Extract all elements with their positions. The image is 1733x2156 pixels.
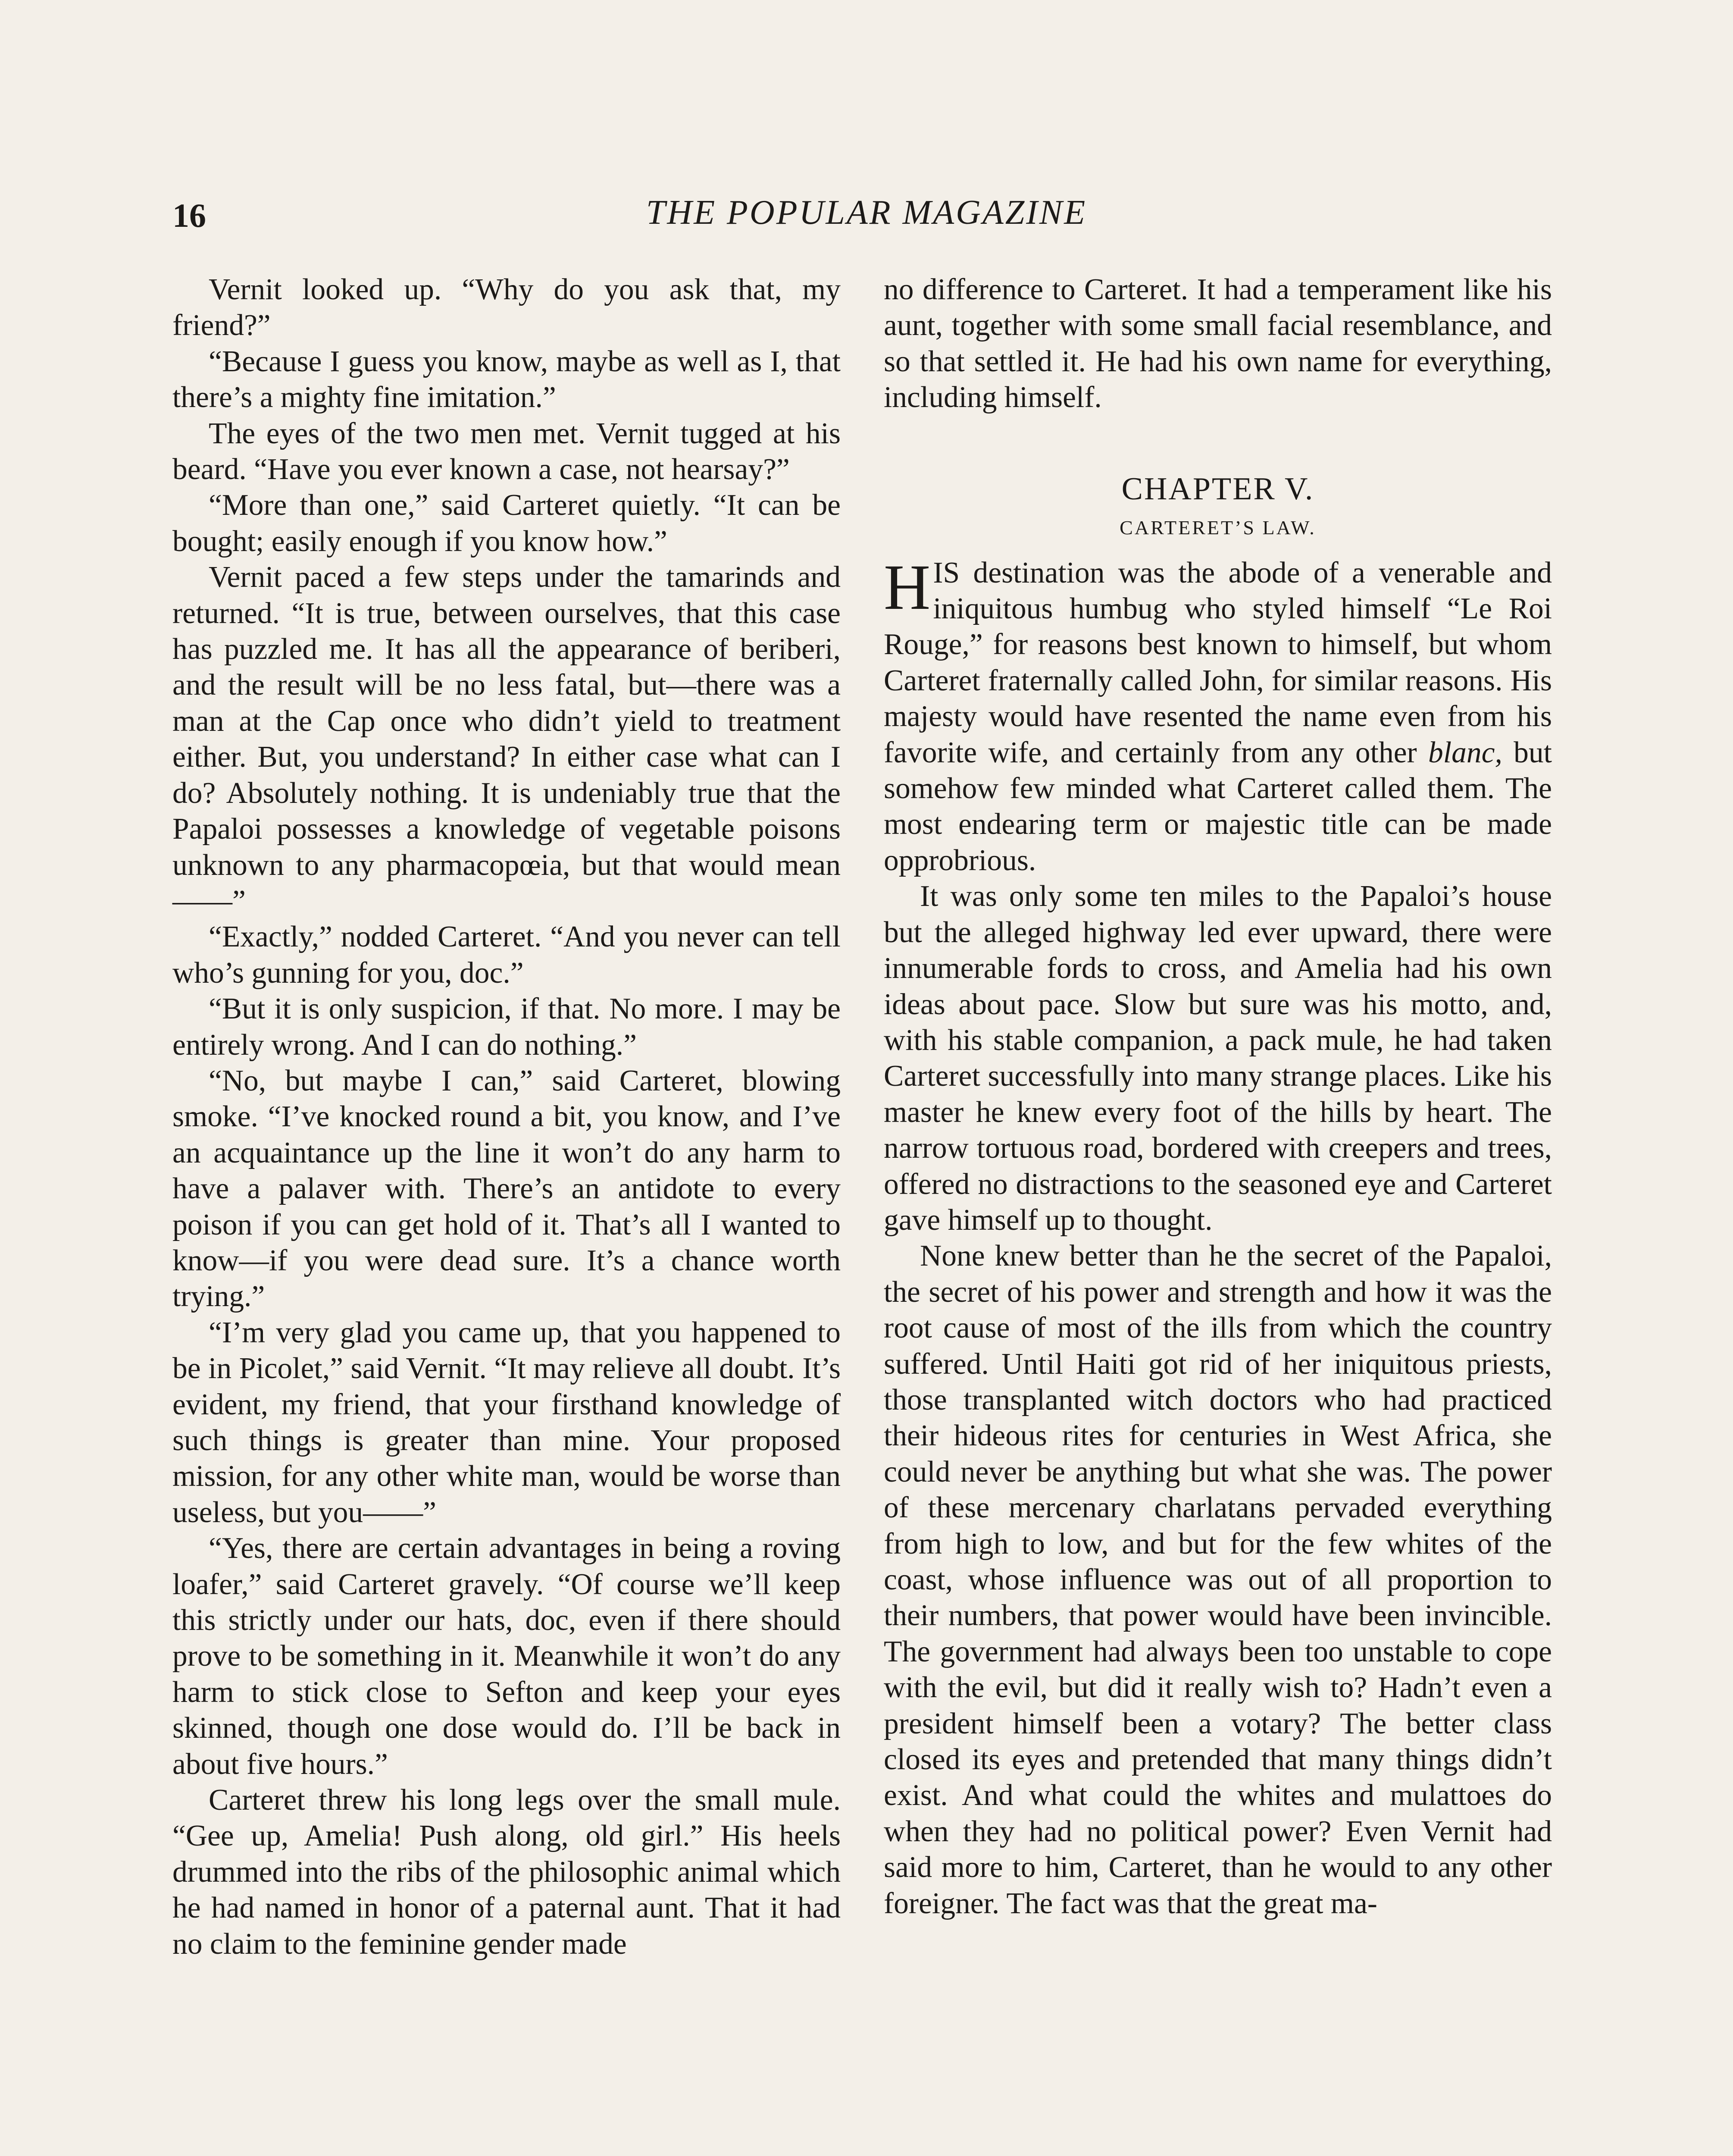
paragraph: “Exactly,” nodded Carteret. “And you never can tell who’s gunning for you, doc.”	[172, 920, 841, 990]
opening-text: IS destination was the abode of a venerable and iniquitous humbug who styled himself “Le Roi Rouge,” for reasons best known to himself, but whom Carteret fraternally called John, for similar reasons. His majesty would have resented the name even from his favorite wife, and certainly from any other	[884, 556, 1552, 769]
chapter-title: CHAPTER V.	[1121, 471, 1314, 507]
paragraph: “No, but maybe I can,” said Carteret, blowing smoke. “I’ve knocked round a bit, you know, and I’ve an acquaintance up the line it won’t do any harm to have a palaver with. There’s an antidote to every poison if you can get hold of it. That’s all I wanted to know—if you were dead sure. It’s a chance worth trying.”	[172, 1064, 841, 1313]
paragraph: “More than one,” said Carteret quietly. “It can be bought; easily enough if you know how.”	[172, 489, 841, 558]
paragraph: “But it is only suspicion, if that. No more. I may be entirely wrong. And I can do nothing.”	[172, 992, 841, 1062]
paragraph: The eyes of the two men met. Vernit tugged at his beard. “Have you ever known a case, not hearsay?”	[172, 417, 841, 486]
paragraph: Carteret threw his long legs over the small mule. “Gee up, Amelia! Push along, old girl.” His heels drummed into the ribs of the philosophic animal which he had named in honor of a paternal aunt. That it had no claim to the feminine gender made	[172, 1783, 841, 1961]
opening-text-end: but somehow few minded what Carteret called them. The most endearing term or majestic title can be made opprobrious.	[884, 736, 1552, 877]
right-column	[884, 272, 1552, 1921]
paragraph: “I’m very glad you came up, that you happened to be in Picolet,” said Vernit. “It may relieve all doubt. It’s evident, my friend, that your firsthand knowledge of such things is greater than mine. Your proposed mission, for any other white man, would be worse than useless, but you——”	[172, 1316, 841, 1529]
paragraph: “Yes, there are certain advantages in being a roving loafer,” said Carteret gravely. “Of course we’ll keep this strictly under our hats, doc, even if there should prove to be something in it. Meanwhile it won’t do any harm to stick close to Sefton and keep your eyes skinned, though one dose would do. I’ll be back in about five hours.”	[172, 1532, 841, 1781]
paragraph: It was only some ten miles to the Papaloi’s house but the alleged highway led ever upward, there were innumerable fords to cross, and Amelia had his own ideas about pace. Slow but sure was his motto, and, with his stable companion, a pack mule, he had taken Carteret successfully into many strange places. Like his master he knew every foot of the hills by heart. The narrow tortuous road, bordered with creepers and trees, offered no distractions to the seasoned eye and Carteret gave himself up to thought.	[884, 880, 1552, 1237]
left-column	[172, 272, 841, 1962]
drop-cap: H	[884, 551, 931, 623]
chapter-subtitle: CARTERET’S LAW.	[1120, 516, 1316, 539]
paragraph: Vernit looked up. “Why do you ask that, my friend?”	[172, 273, 841, 342]
page-number: 16	[172, 197, 206, 234]
paragraph: Vernit paced a few steps under the tamarinds and returned. “It is true, between ourselves, that this case has puzzled me. It has all the appearance of beriberi, and the result will be no less fatal, but—there was a man at the Cap once who didn’t yield to treatment either. But, you understand? In either case what can I do? Absolutely nothing. It is undeniably true that the Papaloi possesses a knowledge of vegetable poisons unknown to any pharmacopœia, but that would mean——”	[172, 561, 841, 918]
italic-word: blanc,	[1428, 736, 1502, 769]
running-title: THE POPULAR MAGAZINE	[646, 194, 1087, 232]
paragraph: None knew better than he the secret of the Papaloi, the secret of his power and strength and how it was the root cause of most of the ills from which the country suffered. Until Haiti got rid of her iniquitous priests, those transplanted witch doctors who had practiced their hideous rites for centuries in West Africa, she could never be anything but what she was. The power of these mercenary charlatans pervaded everything from high to low, and but for the few whites of the coast, whose influence was out of all proportion to their numbers, that power would have been invincible. The government had always been too unstable to cope with the evil, but did it really wish to? Hadn’t even a president himself been a votary? The better class closed its eyes and pretended that many things didn’t exist. And what could the whites and mulattoes do when they had no political power? Even Vernit had said more to him, Carteret, than he would to any other foreigner. The fact was that the great ma-	[884, 1239, 1552, 1920]
continued-paragraph: no difference to Carteret. It had a temperament like his aunt, together with some small facial resemblance, and so that settled it. He had his own name for everything, including himself.	[884, 273, 1552, 414]
opening-paragraph	[884, 551, 1552, 879]
paragraph: “Because I guess you know, maybe as well as I, that there’s a mighty fine imitation.”	[172, 345, 841, 414]
